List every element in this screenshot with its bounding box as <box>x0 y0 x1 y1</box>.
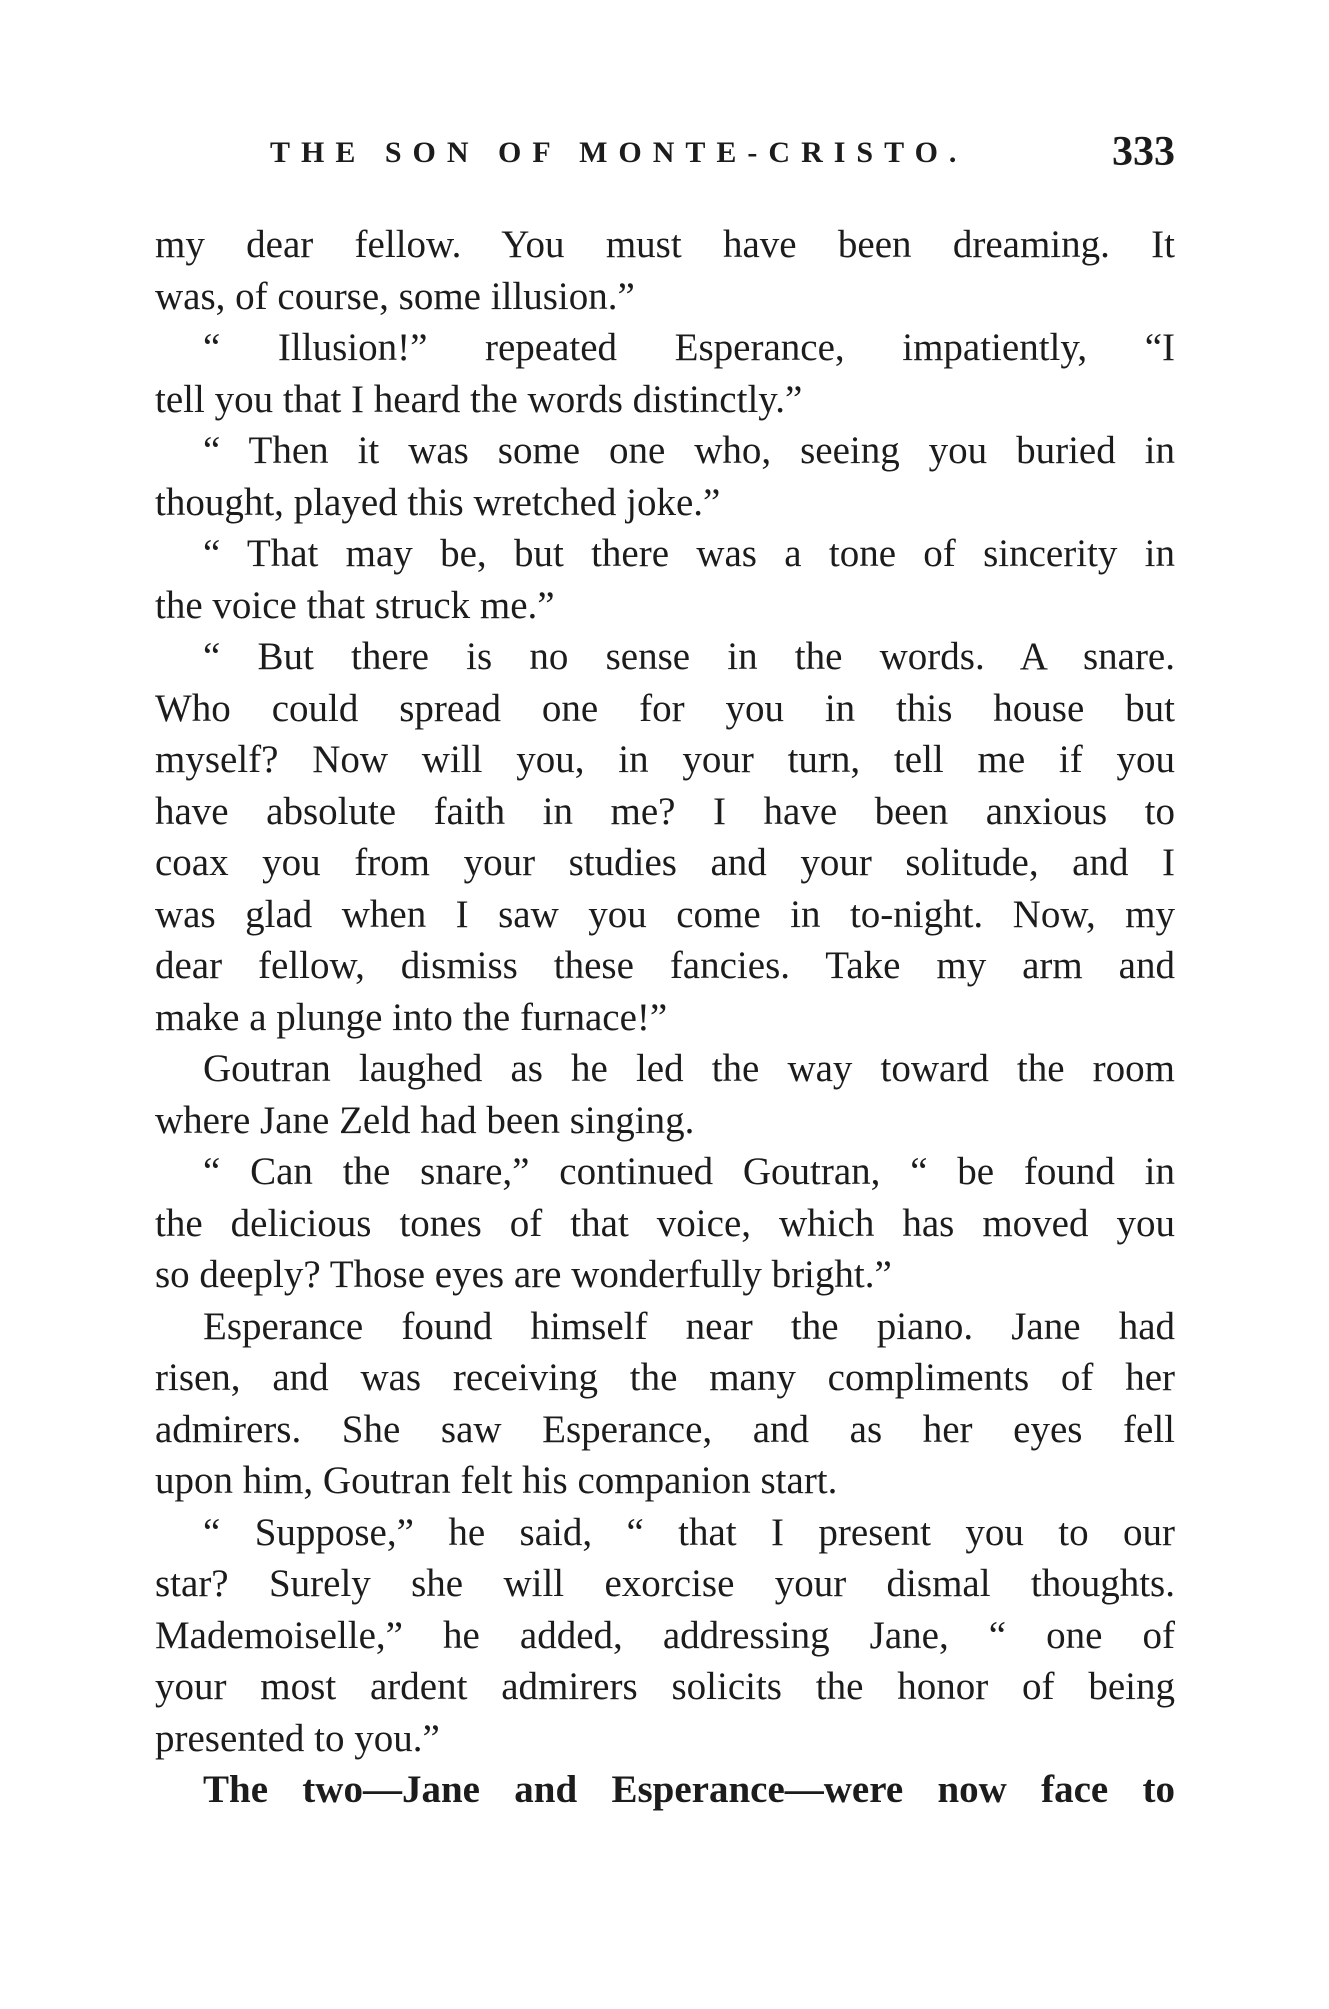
text-line: Who could spread one for you in this house but <box>155 686 1175 730</box>
text-line: have absolute faith in me? I have been anxious to <box>155 789 1175 833</box>
text-line: your most ardent admirers solicits the honor of being <box>155 1665 1175 1708</box>
text-line: thought, played this wretched joke.” <box>155 480 721 524</box>
text-line: star? Surely she will exorcise your dismal thoughts. <box>155 1562 1175 1605</box>
text-line: tell you that I heard the words distinctly.” <box>155 377 803 421</box>
body-text <box>155 219 1175 1816</box>
text-line: so deeply? Those eyes are wonderfully bright.” <box>155 1253 892 1296</box>
text-line: myself? Now will you, in your turn, tell me if you <box>155 738 1175 781</box>
text-line: The two—Jane and Esperance—were now face to <box>203 1768 1175 1811</box>
text-line: “ But there is no sense in the words. A snare. <box>203 635 1175 678</box>
running-title: THE SON OF MONTE-CRISTO. <box>270 136 968 169</box>
text-line: dear fellow, dismiss these fancies. Take my arm and <box>155 944 1175 987</box>
text-line: “ Illusion!” repeated Esperance, impatiently, “I <box>203 326 1175 369</box>
text-line: “ That may be, but there was a tone of sincerity in <box>203 532 1175 575</box>
text-line: upon him, Goutran felt his companion start. <box>155 1459 838 1502</box>
text-line: presented to you.” <box>155 1716 440 1760</box>
text-line: “ Suppose,” he said, “ that I present you to our <box>203 1510 1175 1554</box>
text-line: my dear fellow. You must have been dreaming. It <box>155 223 1175 266</box>
text-line: risen, and was receiving the many compliments of her <box>155 1356 1175 1399</box>
text-line: Goutran laughed as he led the way toward the room <box>203 1047 1175 1090</box>
text-line: Esperance found himself near the piano. Jane had <box>203 1304 1175 1348</box>
text-line: the voice that struck me.” <box>155 583 555 627</box>
text-line: the delicious tones of that voice, which has moved you <box>155 1201 1175 1245</box>
page-number: 333 <box>1112 129 1175 175</box>
text-line: make a plunge into the furnace!” <box>155 995 668 1039</box>
text-line: coax you from your studies and your solitude, and I <box>155 841 1175 884</box>
text-line: admirers. She saw Esperance, and as her eyes fell <box>155 1407 1175 1451</box>
text-line: was glad when I saw you come in to-night. Now, my <box>155 892 1175 936</box>
text-line: was, of course, some illusion.” <box>155 274 635 318</box>
text-line: Mademoiselle,” he added, addressing Jane, “ one of <box>155 1613 1175 1657</box>
running-head <box>270 129 1175 176</box>
text-line: “ Can the snare,” continued Goutran, “ be found in <box>203 1150 1175 1193</box>
text-line: where Jane Zeld had been singing. <box>155 1098 695 1142</box>
text-line: “ Then it was some one who, seeing you buried in <box>203 429 1175 472</box>
